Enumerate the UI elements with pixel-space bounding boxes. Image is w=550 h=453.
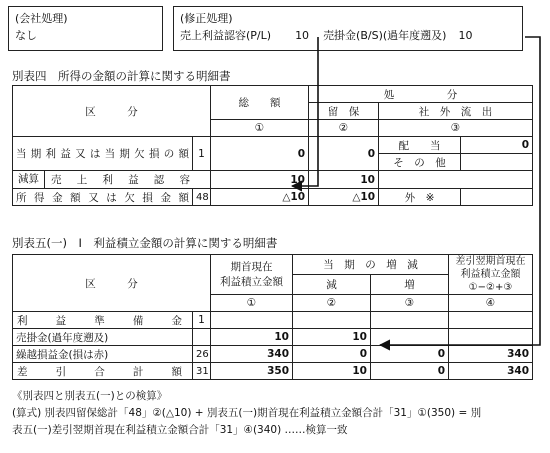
schedule5-row3-ending: 340: [449, 346, 533, 363]
schedule4-header-total: 総 額: [211, 86, 309, 120]
schedule5-row3-label: 繰越損益金(損は赤): [13, 346, 193, 363]
schedule5-header-ending: 差引翌期首現在 利益積立金額 ①−②+③: [449, 255, 533, 295]
schedule5-row1-ending: [449, 312, 533, 329]
schedule4-col1: ①: [211, 120, 309, 137]
schedule5-row3-no: 26: [193, 346, 211, 363]
schedule5-row1-no: 1: [193, 312, 211, 329]
schedule5-row4-ending: 340: [449, 363, 533, 380]
schedule5-col3: ③: [371, 295, 449, 312]
schedule4-row1-out-label1: 配 当: [379, 137, 461, 154]
schedule5-row2-ending: [449, 329, 533, 346]
schedule4-row3-out: [461, 189, 533, 206]
schedule5-row3-beginning: 340: [211, 346, 293, 363]
schedule5-row1-label: 利益準備金: [13, 312, 193, 329]
schedule4-col2: ②: [309, 120, 379, 137]
schedule4-row1-total: 0: [211, 137, 309, 171]
correction-item2-label: 売掛金(B/S)(過年度遡及): [323, 29, 447, 42]
company-treatment-body: なし: [15, 29, 37, 42]
schedule4-header-outflow: 社 外 流 出: [379, 103, 533, 120]
schedule4-header-category: 区 分: [13, 86, 211, 137]
schedule5-header-category: 区 分: [13, 255, 211, 312]
schedule4-row2-out: [379, 171, 533, 189]
schedule4-row2-prefix: 減算: [13, 171, 45, 188]
schedule5-row2-decrease: 10: [293, 329, 371, 346]
schedule5-row2-no: [193, 329, 211, 346]
schedule5-row4-increase: 0: [371, 363, 449, 380]
schedule5-row2-increase: [371, 329, 449, 346]
schedule5-col2: ②: [293, 295, 371, 312]
company-treatment-title: (会社処理): [15, 12, 68, 25]
verification-note-title: 《別表四と別表五(一)との検算》: [12, 390, 168, 402]
schedule4-row3-retained: △10: [309, 189, 379, 206]
schedule5-col4: ④: [449, 295, 533, 312]
schedule5-header-decrease: 減: [293, 275, 371, 295]
schedule4-row1-out-value2: [461, 154, 533, 171]
schedule5-header-beginning: 期首現在 利益積立金額: [211, 255, 293, 295]
correction-item1-label: 売上利益認容(P/L): [180, 29, 272, 42]
schedule5-col1: ①: [211, 295, 293, 312]
schedule5-row3-decrease: 0: [293, 346, 371, 363]
correction-items: [180, 27, 516, 44]
schedule4-row3-label: 所得金額又は欠損金額: [13, 189, 193, 206]
schedule5-row4-no: 31: [193, 363, 211, 380]
correction-item2-value: 10: [458, 29, 473, 42]
schedule4-header-disposal: 処 分: [309, 86, 533, 103]
schedule5-header-increase: 増: [371, 275, 449, 295]
schedule4-row2-total: 10: [211, 171, 309, 189]
correction-treatment-title: (修正処理): [180, 12, 233, 25]
schedule4-row1-out-label2: そ の 他: [379, 154, 461, 171]
schedule4-row2-label: 売上利益認容: [51, 174, 190, 186]
schedule4-row3-total: △10: [211, 189, 309, 206]
schedule4-row3-out-label: 外 ※: [379, 189, 461, 206]
schedule4-col3: ③: [379, 120, 533, 137]
company-treatment-box: [8, 6, 163, 51]
schedule4-row1-no: 1: [193, 137, 211, 171]
correction-item1-value: 10: [295, 29, 310, 42]
schedule4-row2-retained: 10: [309, 171, 379, 189]
schedule5-row3-increase: 0: [371, 346, 449, 363]
schedule4-row1-label: 当期利益又は当期欠損の額: [13, 137, 193, 171]
schedule5-row2-label: 売掛金(過年度遡及): [13, 329, 193, 346]
schedule4-table: [12, 85, 533, 206]
schedule4-row2-label-cell: [13, 171, 211, 189]
schedule5-heading: 別表五(一) Ⅰ 利益積立金額の計算に関する明細書: [12, 236, 278, 250]
schedule4-row1-retained: 0: [309, 137, 379, 171]
schedule5-table: [12, 254, 533, 380]
verification-note-formula-line1: (算式) 別表四留保総計「48」②(△10) + 別表五(一)期首現在利益積立金額合計「31」①(350) = 別: [12, 407, 482, 419]
schedule4-heading: 別表四 所得の金額の計算に関する明細書: [12, 69, 231, 83]
schedule5-row4-label: 差引合計額: [13, 363, 193, 380]
schedule5-row4-beginning: 350: [211, 363, 293, 380]
schedule4-row3-no: 48: [193, 189, 211, 206]
schedule5-row1-increase: [371, 312, 449, 329]
schedule5-row4-decrease: 10: [293, 363, 371, 380]
schedule5-row1-decrease: [293, 312, 371, 329]
correction-treatment-box: [173, 6, 523, 51]
schedule5-header-change: 当 期 の 増 減: [293, 255, 449, 275]
schedule5-row1-beginning: [211, 312, 293, 329]
verification-note-formula-line2: 表五(一)差引翌期首現在利益積立金額合計「31」④(340) ……検算一致: [12, 424, 348, 436]
verification-note: [12, 388, 542, 439]
schedule4-header-retained: 留 保: [309, 103, 379, 120]
schedule5-row2-beginning: 10: [211, 329, 293, 346]
schedule4-row1-out-value1: 0: [461, 137, 533, 154]
